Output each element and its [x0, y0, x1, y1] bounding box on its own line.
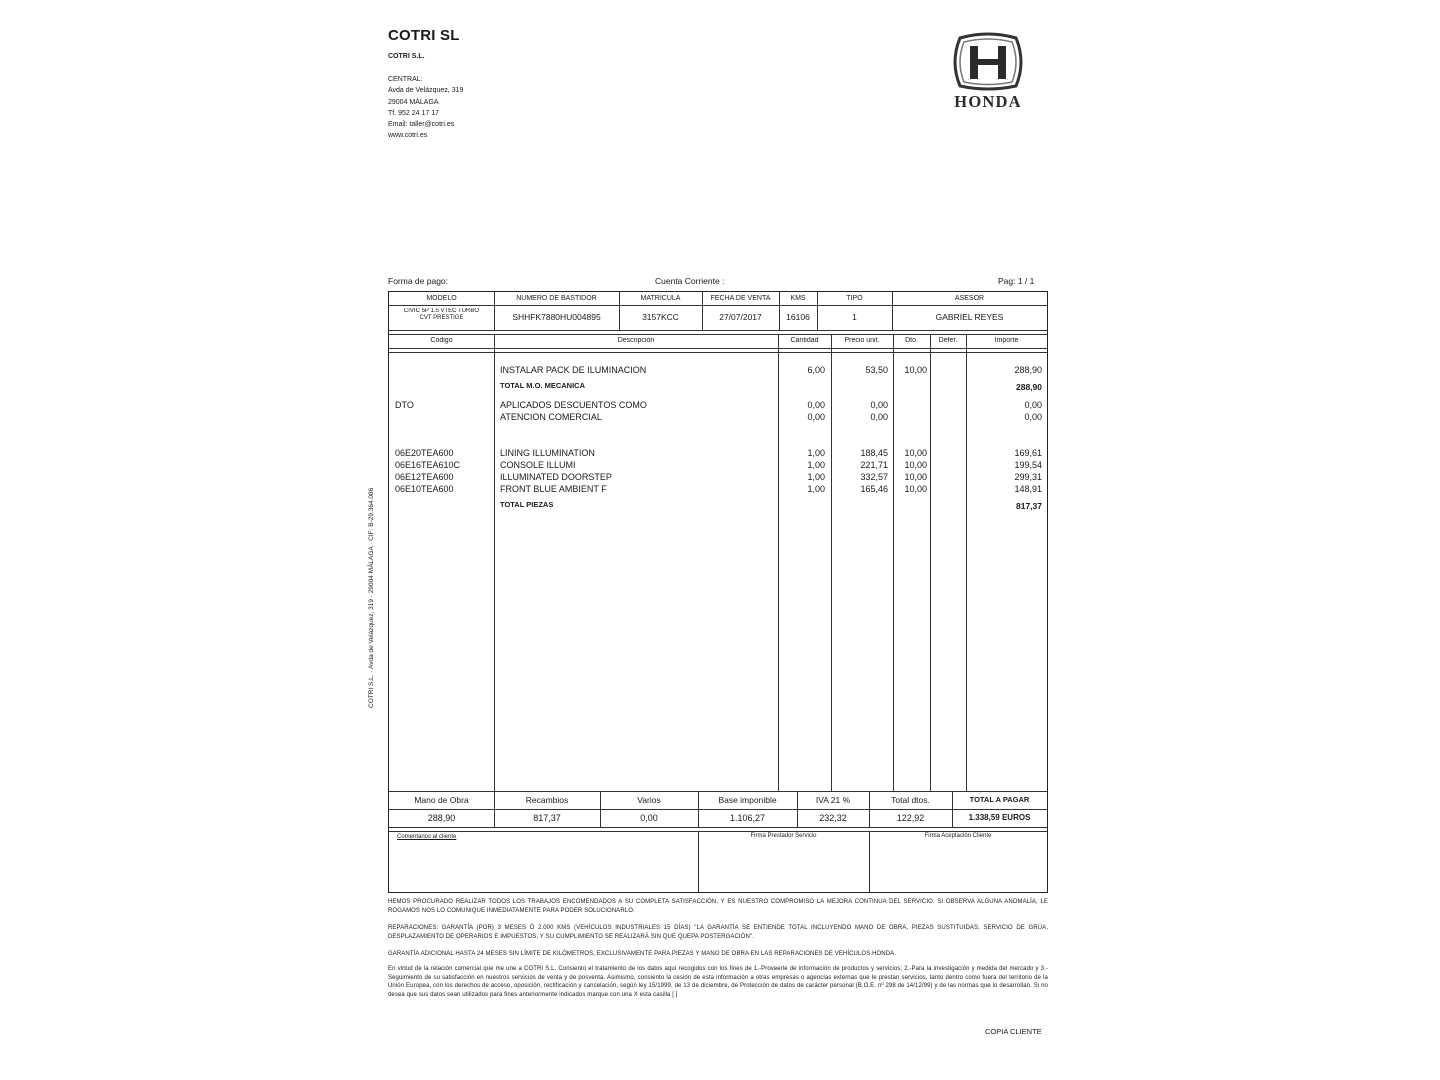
part-qty: 1,00	[807, 484, 825, 494]
copia-cliente-label: COPIA CLIENTE	[985, 1027, 1042, 1036]
dto-price: 0,00	[870, 412, 888, 422]
summary-varios-label: Varios	[637, 795, 661, 805]
part-price: 221,71	[860, 460, 888, 470]
header-precio: Precio unit.	[844, 337, 880, 344]
kms-value: 16106	[786, 312, 810, 322]
labor-dto: 10,00	[904, 365, 927, 375]
part-qty: 1,00	[807, 472, 825, 482]
brand-name: HONDA	[954, 92, 1022, 111]
summary-varios-value: 0,00	[640, 813, 658, 823]
address-line: www.cotri.es	[388, 132, 428, 140]
summary-recambios-label: Recambios	[525, 795, 569, 805]
part-code: 06E12TEA600	[395, 472, 454, 482]
part-dto: 10,00	[904, 472, 927, 482]
summary-mano-obra-value: 288,90	[427, 813, 456, 823]
part-price: 332,57	[860, 472, 888, 482]
labor-description: INSTALAR PACK DE ILUMINACION	[500, 365, 647, 375]
header-dto: Dto.	[905, 337, 918, 344]
dto-description-2: ATENCION COMERCIAL	[500, 412, 602, 422]
part-price: 188,45	[860, 448, 888, 458]
summary-mano-obra-label: Mano de Obra	[414, 795, 469, 805]
dto-qty: 0,00	[807, 412, 825, 422]
legal-paragraph: En virtud de la relación comercial que me une a COTRI S.L. Consiento el tratamiento de los datos aquí recogidos con los fines de 1.-Proveerle de información de productos y servicios; 2.-Para la investigación y medida del mercado y 3.-Seguimiento de su satisfacción en nuestros servicios de venta y de posventa. Asimismo, consiento la cesión de esta información a otras empresas o agencias externas que le prestan servicios, tanto dentro como fuera del territorio de la Unión Europea, con los derechos de acceso, oposición, rectificación y cancelación, según ley 15/1999, de 13 de diciembre, de Protección de datos de carácter personal (B.O.E. nº 298 de 14/12/99) y de las normas que lo desarrollan. Si no desea que sus datos sean utilizados para fines anteriormente indicados marque con una X esta casilla [ ]	[388, 966, 1048, 998]
part-amount: 299,31	[1014, 472, 1042, 482]
company-subname: COTRI S.L.	[388, 53, 425, 60]
company-address	[388, 74, 463, 142]
part-description: CONSOLE ILLUMI	[500, 460, 576, 470]
invoice-frame	[388, 291, 1048, 893]
labor-qty: 6,00	[807, 365, 825, 375]
part-qty: 1,00	[807, 448, 825, 458]
summary-base-label: Base imponible	[718, 795, 777, 805]
part-amount: 199,54	[1014, 460, 1042, 470]
part-code: 06E10TEA600	[395, 484, 454, 494]
address-line: Avda de Velázquez, 319	[388, 87, 464, 95]
company-name: COTRI SL	[388, 27, 460, 44]
summary-base-value: 1.106,27	[729, 813, 766, 823]
part-code: 06E16TEA610C	[395, 460, 461, 470]
total-piezas-label: TOTAL PIEZAS	[500, 500, 554, 509]
dto-amount: 0,00	[1024, 400, 1042, 410]
header-fecha: FECHA DE VENTA	[710, 295, 771, 302]
cuenta-label: Cuenta Corriente :	[655, 276, 725, 286]
honda-h-icon	[926, 32, 1050, 92]
part-description: LINING ILLUMINATION	[500, 448, 595, 458]
part-dto: 10,00	[904, 448, 927, 458]
comments-label: Comentarios al cliente	[397, 834, 457, 840]
part-price: 165,46	[860, 484, 888, 494]
total-mo-value: 288,90	[1016, 382, 1042, 392]
bastidor-value: SHHFK7880HU004895	[512, 312, 601, 322]
dto-description-1: APLICADOS DESCUENTOS COMO	[500, 400, 647, 410]
summary-total-pagar-label: TOTAL A PAGAR	[969, 795, 1030, 804]
summary-total-pagar-value: 1.338,59 EUROS	[968, 813, 1031, 822]
part-dto: 10,00	[904, 460, 927, 470]
labor-price: 53,50	[865, 365, 888, 375]
labor-amount: 288,90	[1014, 365, 1042, 375]
page-label: Pag: 1 / 1	[998, 276, 1035, 286]
legal-paragraph: GARANTÍA ADICIONAL HASTA 24 MESES SIN LÍMITE DE KILÓMETROS, EXCLUSIVAMENTE PARA PIEZAS Y MANO DE OBRA EN LAS REPARACIONES DE VEHÍCULOS HONDA.	[388, 951, 897, 957]
header-matricula: MATRICULA	[640, 295, 681, 302]
part-amount: 148,91	[1014, 484, 1042, 494]
total-mo-label: TOTAL M.O. MECANICA	[500, 381, 585, 390]
summary-total-dtos-label: Total dtos.	[891, 795, 930, 805]
legal-text	[388, 898, 1048, 1048]
firma-cliente-label: Firma Aceptación Cliente	[924, 833, 992, 839]
header-codigo: Código	[430, 337, 453, 344]
asesor-value: GABRIEL REYES	[935, 312, 1004, 322]
forma-pago-label: Forma de pago:	[388, 276, 449, 286]
dto-amount: 0,00	[1024, 412, 1042, 422]
part-amount: 169,61	[1014, 448, 1042, 458]
header-kms: KMS	[790, 295, 806, 302]
tipo-value: 1	[852, 312, 857, 322]
part-code: 06E20TEA600	[395, 448, 454, 458]
header-asesor: ASESOR	[954, 295, 985, 302]
matricula-value: 3157KCC	[642, 312, 679, 322]
header-tipo: TIPO	[846, 295, 863, 302]
dto-qty: 0,00	[807, 400, 825, 410]
part-qty: 1,00	[807, 460, 825, 470]
header-modelo: MODELO	[426, 295, 457, 302]
part-description: FRONT BLUE AMBIENT F	[500, 484, 607, 494]
summary-recambios-value: 817,37	[533, 813, 561, 823]
summary-total-dtos-value: 122,92	[896, 813, 925, 823]
legal-paragraph: REPARACIONES: GARANTÍA (POR) 3 MESES Ó 2.000 KMS (VEHÍCULOS INDUSTRIALES 15 DÍAS) "LA GARANTÍA SE ENTIENDE TOTAL INCLUYENDO MANO DE OBRA, PIEZAS SUSTITUIDAS, SERVICIO DE GRÚA, DESPLAZAMIENTO DE OPERARIOS E IMPUESTOS, Y SU CUMPLIMIENTO SE REALIZARÁ SIN QUE QUEPA POSTERGACIÓN".	[388, 925, 1048, 940]
address-line: Tf. 952 24 17 17	[388, 109, 439, 117]
summary-iva-value: 232,32	[819, 813, 847, 823]
dto-price: 0,00	[870, 400, 888, 410]
legal-paragraph: HEMOS PROCURADO REALIZAR TODOS LOS TRABAJOS ENCOMENDADOS A SU COMPLETA SATISFACCIÓN, Y ES NUESTRO COMPROMISO LA MEJORA CONTINUA DEL SERVICIO. SI OBSERVA ALGUNA ANOMALÍA, LE ROGAMOS NOS LO COMUNIQUE INMEDIATAMENTE PARA PODER SOLUCIONARLO.	[388, 899, 1048, 914]
fecha-value: 27/07/2017	[719, 312, 762, 322]
header-descripcion: Descripción	[617, 337, 655, 344]
header-importe: Importe	[994, 337, 1019, 344]
firma-prestador-label: Firma Prestador Servicio	[750, 833, 817, 839]
summary-iva-label: IVA 21 %	[815, 795, 851, 805]
part-description: ILLUMINATED DOORSTEP	[500, 472, 612, 482]
address-line: 29004 MÁLAGA	[388, 98, 439, 106]
side-registration-text: COTRI S.L. · Avda de Velázquez, 319 · 29004 MÁLAGA · CIF: B-29.364.086	[368, 487, 375, 708]
dto-code: DTO	[395, 400, 414, 410]
header-cantidad: Cantidad	[790, 337, 819, 344]
total-piezas-value: 817,37	[1016, 501, 1042, 511]
modelo-value: CIVIC 5P 1.5 VTEC TURBO CVT PRESTIGE	[403, 308, 480, 321]
honda-logo	[926, 32, 1050, 114]
part-dto: 10,00	[904, 484, 927, 494]
header-defer: Defer.	[938, 337, 958, 344]
address-line: Email: taller@cotri.es	[388, 121, 455, 129]
header-bastidor: NUMERO DE BASTIDOR	[516, 295, 597, 302]
address-line: CENTRAL:	[388, 76, 423, 83]
